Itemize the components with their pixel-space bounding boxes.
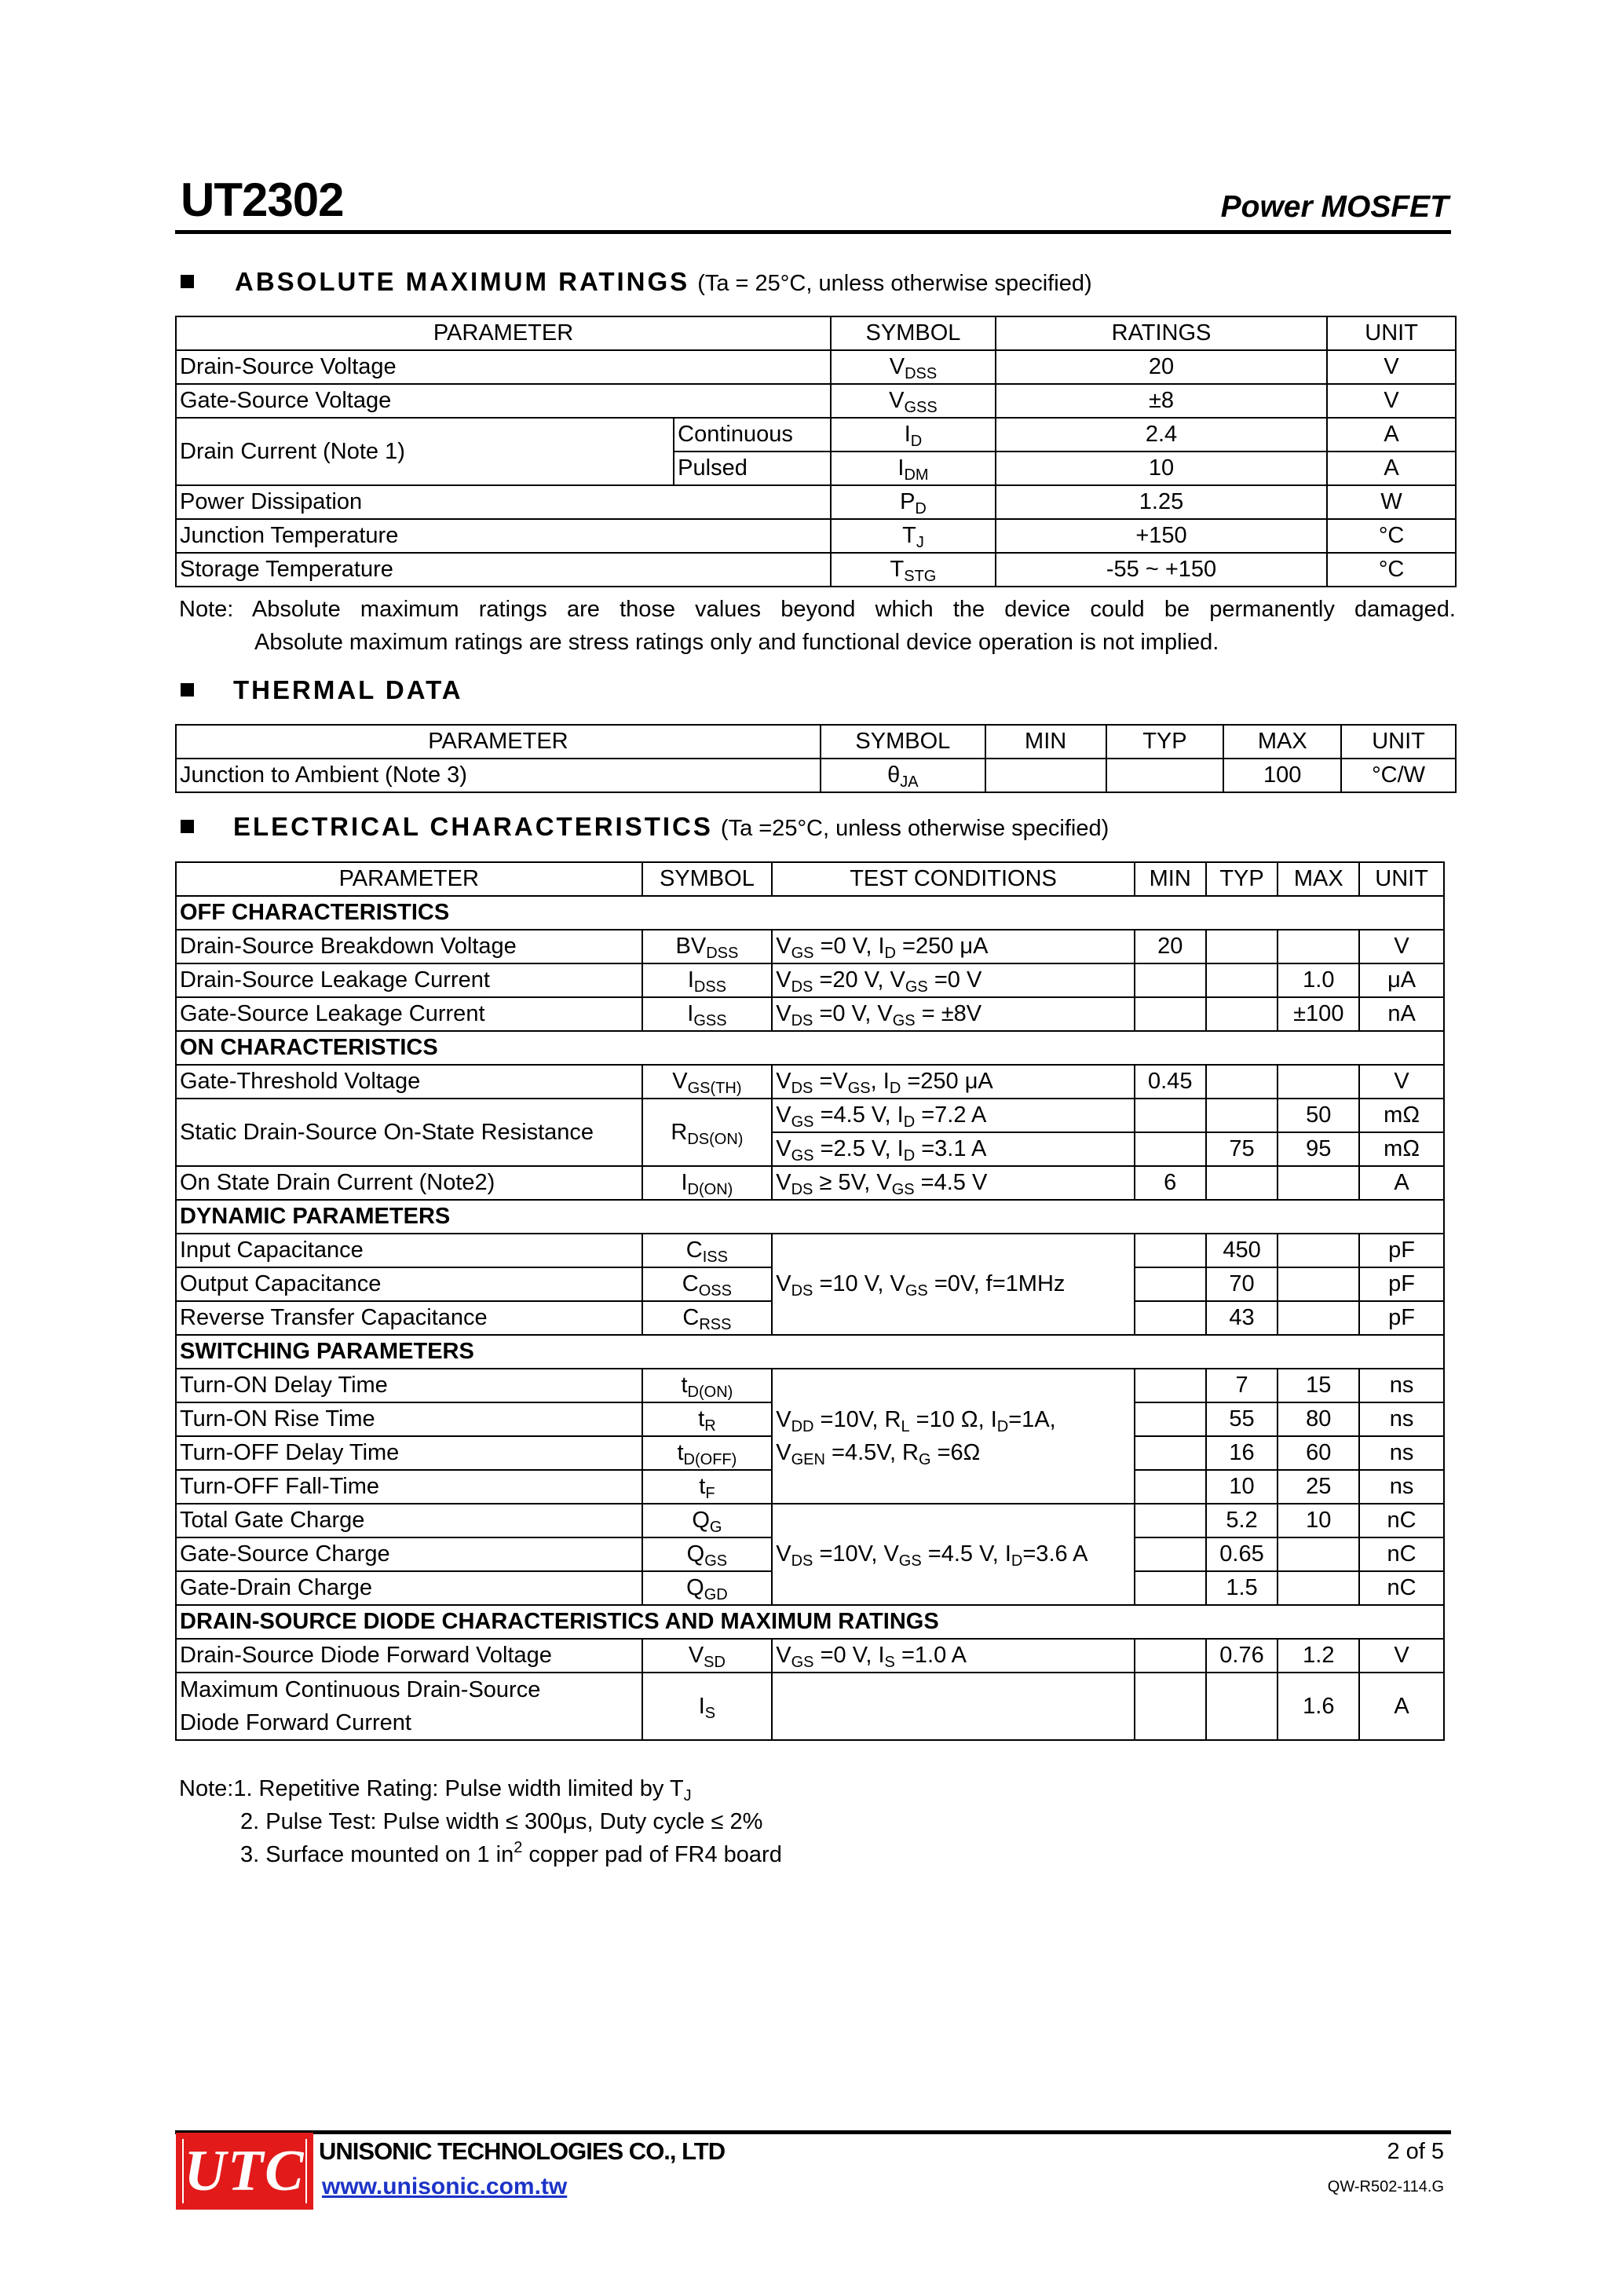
max-cell: 80	[1278, 1402, 1359, 1436]
max-cell	[1278, 1065, 1359, 1099]
typ-cell: 43	[1206, 1301, 1278, 1335]
unit-cell: A	[1359, 1673, 1444, 1740]
table-row	[176, 1504, 1444, 1537]
value-cell: 1.25	[996, 485, 1327, 519]
mode-cell: Continuous	[674, 418, 831, 452]
unit-cell: nC	[1359, 1504, 1444, 1537]
unit-cell: °C	[1327, 519, 1456, 553]
max-cell: 50	[1278, 1099, 1359, 1132]
min-cell	[985, 759, 1106, 792]
table-row	[176, 1234, 1444, 1267]
table-row	[176, 1065, 1444, 1099]
col-header: TYP	[1106, 725, 1224, 759]
test-condition-cell: $V_{GS} =2.5$ V, $I_D =3.1$ A	[772, 1132, 1135, 1166]
symbol-cell: $T_J$	[831, 519, 996, 553]
min-cell	[1135, 1099, 1206, 1132]
table-row	[176, 1099, 1444, 1132]
typ-cell	[1206, 997, 1278, 1031]
utc-logo	[176, 2133, 313, 2210]
group-title: ON CHARACTERISTICS	[176, 1031, 1444, 1065]
min-cell	[1135, 1234, 1206, 1267]
table-row	[176, 350, 1456, 384]
abs-max-note-line1: Note: Absolute maximum ratings are those values beyond which the device could be permanently damaged.	[179, 597, 1456, 622]
symbol-cell: $V_{GSS}$	[831, 384, 996, 418]
page-number: 2 of 5	[1387, 2139, 1444, 2164]
symbol-cell: $Q_{GS}$	[642, 1537, 773, 1571]
document-number: QW-R502-114.G	[1327, 2178, 1444, 2195]
max-cell	[1278, 1571, 1359, 1605]
param-cell: Junction to Ambient (Note 3)	[176, 759, 821, 792]
table-row	[176, 759, 1456, 792]
test-condition-cell	[772, 1673, 1135, 1740]
test-condition-cell: $V_{DS} =10V$, $V_{GS} =4.5$ V, $I_D=3.6$ A	[772, 1504, 1135, 1605]
value-cell: +150	[996, 519, 1327, 553]
logo-text: UTC	[184, 2139, 305, 2203]
test-condition-cell: $V_{DS} =10$ V, $V_{GS} =0V$, f=1MHz	[772, 1234, 1135, 1335]
symbol-cell: $I_D$	[831, 418, 996, 452]
value-cell: 2.4	[996, 418, 1327, 452]
header-rule	[175, 230, 1451, 234]
unit-cell: V	[1359, 1065, 1444, 1099]
test-condition-cell: $V_{DS} =0$ V, $V_{GS} = \pm 8V$	[772, 997, 1135, 1031]
col-header: MIN	[985, 725, 1106, 759]
table-header-row	[176, 725, 1456, 759]
typ-cell: 450	[1206, 1234, 1278, 1267]
col-header: SYMBOL	[831, 316, 996, 350]
group-title: SWITCHING PARAMETERS	[176, 1335, 1444, 1369]
param-cell: Turn-ON Rise Time	[176, 1402, 642, 1436]
param-cell: Power Dissipation	[176, 485, 831, 519]
test-condition-cell: $V_{GS} =4.5$ V, $I_D =7.2$ A	[772, 1099, 1135, 1132]
symbol-cell: $I_{D(ON)}$	[642, 1166, 773, 1200]
typ-cell: 75	[1206, 1132, 1278, 1166]
col-header: UNIT	[1327, 316, 1456, 350]
unit-cell: V	[1359, 930, 1444, 963]
table-row	[176, 1369, 1444, 1402]
symbol-cell: $V_{DSS}$	[831, 350, 996, 384]
max-cell	[1278, 930, 1359, 963]
symbol-cell: $C_{OSS}$	[642, 1267, 773, 1301]
symbol-cell: $t_{D(OFF)}$	[642, 1436, 773, 1470]
abs-max-note-line2: Absolute maximum ratings are stress ratings only and functional device operation is not implied.	[254, 630, 1219, 655]
group-title: DYNAMIC PARAMETERS	[176, 1200, 1444, 1234]
elec-note-2: 2. Pulse Test: Pulse width ≤ 300μs, Duty cycle ≤ 2%	[240, 1809, 763, 1834]
table-row	[176, 384, 1456, 418]
symbol-cell: $I_S$	[642, 1673, 773, 1740]
table-row	[176, 1639, 1444, 1673]
param-cell: Turn-OFF Delay Time	[176, 1436, 642, 1470]
typ-cell: 1.5	[1206, 1571, 1278, 1605]
col-header: PARAMETER	[176, 862, 642, 896]
unit-cell: pF	[1359, 1301, 1444, 1335]
col-header: MAX	[1223, 725, 1341, 759]
param-cell: Turn-OFF Fall-Time	[176, 1470, 642, 1504]
group-title: OFF CHARACTERISTICS	[176, 896, 1444, 930]
elec-condition: (Ta =25°C, unless otherwise specified)	[720, 816, 1109, 841]
test-condition-cell: $V_{DD} =10V$, $R_L =10$ Ω, $I_D=1A$, $V_{GEN} =4.5V$, $R_G =6\Omega$	[772, 1369, 1135, 1504]
symbol-cell: $BV_{DSS}$	[642, 930, 773, 963]
symbol-cell: $t_{D(ON)}$	[642, 1369, 773, 1402]
unit-cell: A	[1327, 418, 1456, 452]
max-cell: 60	[1278, 1436, 1359, 1470]
max-cell	[1278, 1234, 1359, 1267]
min-cell	[1135, 1673, 1206, 1740]
thermal-title: THERMAL DATA	[233, 675, 463, 704]
col-header: PARAMETER	[176, 316, 831, 350]
abs-max-table	[175, 316, 1457, 587]
max-cell	[1278, 1166, 1359, 1200]
unit-cell: nC	[1359, 1571, 1444, 1605]
abs-max-title: ABSOLUTE MAXIMUM RATINGS	[235, 267, 690, 296]
typ-cell: 16	[1206, 1436, 1278, 1470]
typ-cell	[1206, 1099, 1278, 1132]
typ-cell: 0.65	[1206, 1537, 1278, 1571]
table-row	[176, 997, 1444, 1031]
param-cell: Turn-ON Delay Time	[176, 1369, 642, 1402]
table-row	[176, 963, 1444, 997]
symbol-cell: $T_{STG}$	[831, 553, 996, 587]
symbol-cell: $Q_G$	[642, 1504, 773, 1537]
col-header: SYMBOL	[821, 725, 985, 759]
col-header: UNIT	[1341, 725, 1456, 759]
thermal-table	[175, 724, 1457, 793]
param-cell: Drain-Source Leakage Current	[176, 963, 642, 997]
param-cell: Drain-Source Diode Forward Voltage	[176, 1639, 642, 1673]
col-header: TYP	[1206, 862, 1278, 896]
elec-title: ELECTRICAL CHARACTERISTICS	[233, 812, 713, 841]
param-cell: Gate-Drain Charge	[176, 1571, 642, 1605]
param-cell: Storage Temperature	[176, 553, 831, 587]
max-cell: 1.6	[1278, 1673, 1359, 1740]
typ-cell: 55	[1206, 1402, 1278, 1436]
typ-cell	[1206, 1673, 1278, 1740]
group-title: DRAIN-SOURCE DIODE CHARACTERISTICS AND MAXIMUM RATINGS	[176, 1605, 1444, 1639]
typ-cell: 0.76	[1206, 1639, 1278, 1673]
abs-max-condition: (Ta = 25°C, unless otherwise specified)	[697, 271, 1092, 296]
test-condition-cell: $V_{DS} =V_{GS}$, $I_D =250$ μA	[772, 1065, 1135, 1099]
param-cell: Reverse Transfer Capacitance	[176, 1301, 642, 1335]
typ-cell: 5.2	[1206, 1504, 1278, 1537]
unit-cell: A	[1327, 452, 1456, 485]
param-cell: On State Drain Current (Note2)	[176, 1166, 642, 1200]
symbol-cell: $C_{RSS}$	[642, 1301, 773, 1335]
min-cell	[1135, 1267, 1206, 1301]
col-header: UNIT	[1359, 862, 1444, 896]
col-header: RATINGS	[996, 316, 1327, 350]
square-bullet-icon	[181, 820, 194, 833]
thermal-heading	[181, 675, 463, 705]
unit-cell: ns	[1359, 1402, 1444, 1436]
unit-cell: pF	[1359, 1267, 1444, 1301]
test-condition-cell: $V_{GS} =0$ V, $I_S =1.0$ A	[772, 1639, 1135, 1673]
param-cell: Maximum Continuous Drain-Source Diode Forward Current	[176, 1673, 642, 1740]
min-cell	[1135, 1132, 1206, 1166]
max-cell: 1.0	[1278, 963, 1359, 997]
max-cell	[1278, 1267, 1359, 1301]
min-cell	[1135, 1470, 1206, 1504]
max-cell: ±100	[1278, 997, 1359, 1031]
device-type: Power MOSFET	[1220, 190, 1449, 224]
mode-cell: Pulsed	[674, 452, 831, 485]
max-cell: 95	[1278, 1132, 1359, 1166]
symbol-cell: $t_R$	[642, 1402, 773, 1436]
col-header: SYMBOL	[642, 862, 773, 896]
square-bullet-icon	[181, 275, 194, 288]
min-cell	[1135, 1537, 1206, 1571]
group-row	[176, 896, 1444, 930]
min-cell	[1135, 1369, 1206, 1402]
typ-cell: 7	[1206, 1369, 1278, 1402]
min-cell	[1135, 1504, 1206, 1537]
max-cell: 25	[1278, 1470, 1359, 1504]
param-cell: Static Drain-Source On-State Resistance	[176, 1099, 642, 1166]
symbol-cell: $t_F$	[642, 1470, 773, 1504]
unit-cell: A	[1359, 1166, 1444, 1200]
abs-max-heading	[181, 267, 1092, 297]
symbol-cell: $P_D$	[831, 485, 996, 519]
typ-cell: 10	[1206, 1470, 1278, 1504]
min-cell	[1135, 1571, 1206, 1605]
unit-cell: pF	[1359, 1234, 1444, 1267]
logo-frame	[182, 2139, 307, 2203]
col-header: TEST CONDITIONS	[772, 862, 1135, 896]
min-cell	[1135, 963, 1206, 997]
typ-cell	[1206, 1166, 1278, 1200]
unit-cell: V	[1327, 384, 1456, 418]
param-cell: Gate-Source Leakage Current	[176, 997, 642, 1031]
typ-cell	[1206, 1065, 1278, 1099]
max-cell: 1.2	[1278, 1639, 1359, 1673]
param-cell: Drain-Source Voltage	[176, 350, 831, 384]
table-header-row	[176, 862, 1444, 896]
param-cell: Input Capacitance	[176, 1234, 642, 1267]
unit-cell: ns	[1359, 1470, 1444, 1504]
max-cell	[1278, 1301, 1359, 1335]
typ-cell	[1106, 759, 1224, 792]
typ-cell	[1206, 963, 1278, 997]
symbol-cell: $\theta_{JA}$	[821, 759, 985, 792]
param-cell: Total Gate Charge	[176, 1504, 642, 1537]
param-cell: Gate-Source Charge	[176, 1537, 642, 1571]
min-cell	[1135, 1639, 1206, 1673]
value-cell: 10	[996, 452, 1327, 485]
param-cell: Junction Temperature	[176, 519, 831, 553]
max-cell: 15	[1278, 1369, 1359, 1402]
unit-cell: nA	[1359, 997, 1444, 1031]
symbol-cell: $V_{GS(TH)}$	[642, 1065, 773, 1099]
min-cell: 20	[1135, 930, 1206, 963]
group-row	[176, 1200, 1444, 1234]
test-condition-cell: $V_{DS} \ge 5V$, $V_{GS} =4.5$ V	[772, 1166, 1135, 1200]
table-row	[176, 553, 1456, 587]
param-cell: Gate-Source Voltage	[176, 384, 831, 418]
test-condition-cell: $V_{DS} =20$ V, $V_{GS} =0$ V	[772, 963, 1135, 997]
value-cell: 20	[996, 350, 1327, 384]
symbol-cell: $V_{SD}$	[642, 1639, 773, 1673]
part-number: UT2302	[181, 174, 344, 226]
table-row	[176, 930, 1444, 963]
unit-cell: ns	[1359, 1436, 1444, 1470]
unit-cell: μA	[1359, 963, 1444, 997]
company-name: UNISONIC TECHNOLOGIES CO., LTD	[319, 2137, 726, 2165]
elec-note-3: 3. Surface mounted on 1 $in^2$ copper pad of FR4 board	[240, 1839, 782, 1867]
param-cell: Drain Current (Note 1)	[176, 418, 674, 485]
value-cell: ±8	[996, 384, 1327, 418]
elec-note-1: Note:1. Repetitive Rating: Pulse width limited by $T_J$	[179, 1776, 692, 1804]
typ-cell: 70	[1206, 1267, 1278, 1301]
unit-cell: mΩ	[1359, 1132, 1444, 1166]
param-cell: Drain-Source Breakdown Voltage	[176, 930, 642, 963]
symbol-cell: $I_{GSS}$	[642, 997, 773, 1031]
table-row	[176, 1166, 1444, 1200]
group-row	[176, 1031, 1444, 1065]
unit-cell: V	[1327, 350, 1456, 384]
min-cell: 6	[1135, 1166, 1206, 1200]
symbol-cell: $I_{DSS}$	[642, 963, 773, 997]
symbol-cell: $Q_{GD}$	[642, 1571, 773, 1605]
param-cell: Gate-Threshold Voltage	[176, 1065, 642, 1099]
min-cell	[1135, 1402, 1206, 1436]
unit-cell: nC	[1359, 1537, 1444, 1571]
value-cell: -55 ~ +150	[996, 553, 1327, 587]
table-row	[176, 519, 1456, 553]
min-cell	[1135, 1436, 1206, 1470]
table-row	[176, 1673, 1444, 1740]
table-row	[176, 418, 1456, 452]
col-header: MIN	[1135, 862, 1206, 896]
col-header: PARAMETER	[176, 725, 821, 759]
unit-cell: °C/W	[1341, 759, 1456, 792]
group-row	[176, 1335, 1444, 1369]
symbol-cell: $C_{ISS}$	[642, 1234, 773, 1267]
max-cell: 100	[1223, 759, 1341, 792]
max-cell	[1278, 1537, 1359, 1571]
min-cell	[1135, 997, 1206, 1031]
elec-table	[175, 861, 1445, 1741]
table-header-row	[176, 316, 1456, 350]
max-cell: 10	[1278, 1504, 1359, 1537]
col-header: MAX	[1278, 862, 1359, 896]
group-row	[176, 1605, 1444, 1639]
unit-cell: V	[1359, 1639, 1444, 1673]
symbol-cell: $I_{DM}$	[831, 452, 996, 485]
unit-cell: mΩ	[1359, 1099, 1444, 1132]
table-row	[176, 485, 1456, 519]
elec-heading	[181, 812, 1109, 842]
symbol-cell: $R_{DS(ON)}$	[642, 1099, 773, 1166]
unit-cell: W	[1327, 485, 1456, 519]
min-cell: 0.45	[1135, 1065, 1206, 1099]
footer-rule	[175, 2130, 1451, 2134]
square-bullet-icon	[181, 683, 194, 696]
param-cell: Output Capacitance	[176, 1267, 642, 1301]
website-link[interactable]: www.unisonic.com.tw	[322, 2174, 568, 2199]
unit-cell: °C	[1327, 553, 1456, 587]
typ-cell	[1206, 930, 1278, 963]
test-condition-cell: $V_{GS} =0$ V, $I_D =250$ μA	[772, 930, 1135, 963]
unit-cell: ns	[1359, 1369, 1444, 1402]
min-cell	[1135, 1301, 1206, 1335]
